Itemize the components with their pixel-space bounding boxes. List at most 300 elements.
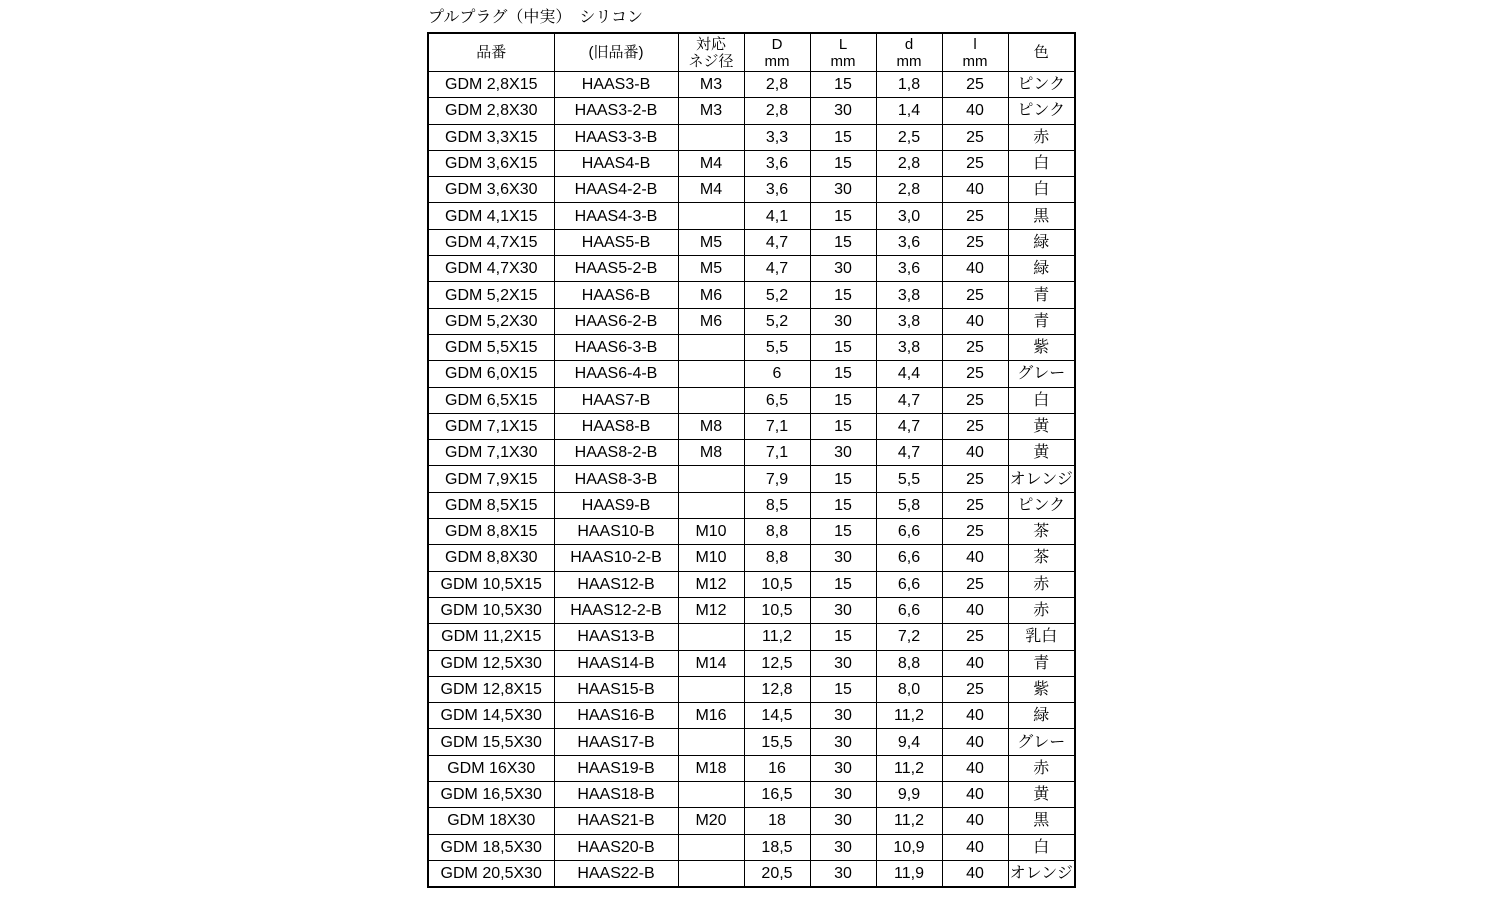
cell-l: 25	[942, 334, 1008, 360]
cell-l: 40	[942, 729, 1008, 755]
cell-l: 40	[942, 650, 1008, 676]
table-body	[428, 72, 1075, 888]
table-row	[428, 808, 1075, 834]
cell-old-part-no: HAAS8-3-B	[554, 466, 678, 492]
cell-l: 40	[942, 703, 1008, 729]
cell-old-part-no: HAAS6-3-B	[554, 334, 678, 360]
cell-color: 紫	[1008, 334, 1075, 360]
cell-part-no: GDM 12,8X15	[428, 676, 554, 702]
cell-D: 5,2	[744, 308, 810, 334]
cell-screw-size: M20	[678, 808, 744, 834]
cell-screw-size	[678, 492, 744, 518]
cell-L: 15	[810, 571, 876, 597]
cell-old-part-no: HAAS7-B	[554, 387, 678, 413]
cell-L: 30	[810, 98, 876, 124]
cell-d: 5,5	[876, 466, 942, 492]
cell-L: 15	[810, 72, 876, 98]
cell-l: 25	[942, 203, 1008, 229]
cell-screw-size: M8	[678, 413, 744, 439]
cell-L: 30	[810, 650, 876, 676]
cell-d: 11,2	[876, 703, 942, 729]
cell-D: 16,5	[744, 782, 810, 808]
cell-l: 25	[942, 361, 1008, 387]
cell-l: 40	[942, 545, 1008, 571]
cell-part-no: GDM 3,6X30	[428, 177, 554, 203]
cell-D: 16	[744, 755, 810, 781]
table-row	[428, 729, 1075, 755]
cell-D: 7,1	[744, 440, 810, 466]
cell-D: 6	[744, 361, 810, 387]
cell-d: 3,8	[876, 282, 942, 308]
cell-color: 黒	[1008, 808, 1075, 834]
cell-color: オレンジ	[1008, 466, 1075, 492]
cell-color: 茶	[1008, 519, 1075, 545]
cell-D: 5,5	[744, 334, 810, 360]
cell-D: 6,5	[744, 387, 810, 413]
cell-old-part-no: HAAS15-B	[554, 676, 678, 702]
cell-d: 4,7	[876, 413, 942, 439]
table-row	[428, 361, 1075, 387]
cell-D: 7,9	[744, 466, 810, 492]
cell-L: 30	[810, 256, 876, 282]
cell-d: 3,8	[876, 334, 942, 360]
cell-color: 緑	[1008, 703, 1075, 729]
cell-old-part-no: HAAS8-2-B	[554, 440, 678, 466]
cell-color: ピンク	[1008, 98, 1075, 124]
cell-old-part-no: HAAS10-2-B	[554, 545, 678, 571]
cell-D: 11,2	[744, 624, 810, 650]
cell-D: 2,8	[744, 72, 810, 98]
cell-l: 25	[942, 492, 1008, 518]
cell-old-part-no: HAAS3-B	[554, 72, 678, 98]
table-row	[428, 282, 1075, 308]
cell-D: 8,8	[744, 545, 810, 571]
cell-old-part-no: HAAS21-B	[554, 808, 678, 834]
table-row	[428, 624, 1075, 650]
cell-L: 30	[810, 782, 876, 808]
cell-l: 25	[942, 229, 1008, 255]
table-caption: プルプラグ（中実） シリコン	[428, 9, 644, 26]
cell-part-no: GDM 5,2X15	[428, 282, 554, 308]
cell-l: 25	[942, 282, 1008, 308]
cell-d: 11,2	[876, 808, 942, 834]
cell-l: 40	[942, 98, 1008, 124]
header-color: 色	[1008, 33, 1075, 72]
cell-d: 2,5	[876, 124, 942, 150]
cell-part-no: GDM 18X30	[428, 808, 554, 834]
cell-color: 赤	[1008, 124, 1075, 150]
cell-l: 40	[942, 860, 1008, 887]
cell-part-no: GDM 18,5X30	[428, 834, 554, 860]
cell-screw-size	[678, 361, 744, 387]
header-old-part-no: (旧品番)	[554, 33, 678, 72]
cell-old-part-no: HAAS6-B	[554, 282, 678, 308]
cell-D: 3,3	[744, 124, 810, 150]
cell-part-no: GDM 8,8X15	[428, 519, 554, 545]
cell-old-part-no: HAAS4-B	[554, 150, 678, 176]
cell-part-no: GDM 8,5X15	[428, 492, 554, 518]
cell-D: 12,5	[744, 650, 810, 676]
cell-screw-size: M10	[678, 519, 744, 545]
cell-screw-size	[678, 334, 744, 360]
cell-l: 25	[942, 519, 1008, 545]
table-row	[428, 676, 1075, 702]
header-d-label: d	[904, 35, 914, 53]
cell-D: 3,6	[744, 177, 810, 203]
table-row	[428, 545, 1075, 571]
cell-old-part-no: HAAS5-B	[554, 229, 678, 255]
cell-L: 15	[810, 334, 876, 360]
cell-d: 2,8	[876, 150, 942, 176]
cell-l: 25	[942, 466, 1008, 492]
cell-part-no: GDM 6,5X15	[428, 387, 554, 413]
cell-old-part-no: HAAS3-2-B	[554, 98, 678, 124]
cell-d: 1,8	[876, 72, 942, 98]
cell-color: 茶	[1008, 545, 1075, 571]
cell-part-no: GDM 7,1X15	[428, 413, 554, 439]
cell-old-part-no: HAAS5-2-B	[554, 256, 678, 282]
cell-color: 青	[1008, 650, 1075, 676]
cell-d: 6,6	[876, 571, 942, 597]
cell-color: 白	[1008, 387, 1075, 413]
cell-L: 30	[810, 808, 876, 834]
cell-D: 4,1	[744, 203, 810, 229]
cell-d: 4,4	[876, 361, 942, 387]
cell-D: 8,8	[744, 519, 810, 545]
cell-l: 25	[942, 72, 1008, 98]
cell-d: 6,6	[876, 597, 942, 623]
cell-L: 30	[810, 703, 876, 729]
cell-L: 15	[810, 150, 876, 176]
cell-l: 40	[942, 440, 1008, 466]
cell-screw-size	[678, 203, 744, 229]
cell-l: 25	[942, 676, 1008, 702]
cell-old-part-no: HAAS19-B	[554, 755, 678, 781]
cell-part-no: GDM 12,5X30	[428, 650, 554, 676]
table-row	[428, 203, 1075, 229]
cell-part-no: GDM 10,5X30	[428, 597, 554, 623]
cell-part-no: GDM 7,9X15	[428, 466, 554, 492]
cell-L: 30	[810, 729, 876, 755]
cell-color: ピンク	[1008, 492, 1075, 518]
table-row	[428, 440, 1075, 466]
cell-screw-size: M12	[678, 571, 744, 597]
cell-screw-size: M8	[678, 440, 744, 466]
header-row	[428, 33, 1075, 72]
cell-d: 5,8	[876, 492, 942, 518]
table-row	[428, 256, 1075, 282]
cell-d: 6,6	[876, 519, 942, 545]
cell-d: 9,9	[876, 782, 942, 808]
cell-screw-size: M5	[678, 229, 744, 255]
cell-old-part-no: HAAS14-B	[554, 650, 678, 676]
cell-screw-size: M16	[678, 703, 744, 729]
cell-l: 25	[942, 571, 1008, 597]
cell-part-no: GDM 3,3X15	[428, 124, 554, 150]
header-l	[942, 33, 1008, 72]
cell-L: 15	[810, 229, 876, 255]
cell-color: 黄	[1008, 413, 1075, 439]
cell-screw-size	[678, 782, 744, 808]
cell-part-no: GDM 15,5X30	[428, 729, 554, 755]
cell-color: 乳白	[1008, 624, 1075, 650]
cell-color: ピンク	[1008, 72, 1075, 98]
cell-l: 40	[942, 834, 1008, 860]
table-row	[428, 334, 1075, 360]
table-row	[428, 571, 1075, 597]
header-l-unit: mm	[962, 52, 988, 70]
cell-d: 6,6	[876, 545, 942, 571]
cell-screw-size: M4	[678, 150, 744, 176]
cell-D: 18	[744, 808, 810, 834]
cell-L: 15	[810, 624, 876, 650]
cell-d: 4,7	[876, 440, 942, 466]
cell-old-part-no: HAAS8-B	[554, 413, 678, 439]
cell-color: 白	[1008, 834, 1075, 860]
cell-l: 25	[942, 413, 1008, 439]
cell-L: 15	[810, 519, 876, 545]
cell-screw-size	[678, 624, 744, 650]
cell-L: 30	[810, 440, 876, 466]
cell-L: 30	[810, 860, 876, 887]
table-row	[428, 177, 1075, 203]
cell-screw-size: M6	[678, 308, 744, 334]
cell-old-part-no: HAAS6-4-B	[554, 361, 678, 387]
table-row	[428, 308, 1075, 334]
table-row	[428, 466, 1075, 492]
header-part-no: 品番	[428, 33, 554, 72]
cell-screw-size	[678, 860, 744, 887]
table-row	[428, 229, 1075, 255]
cell-D: 15,5	[744, 729, 810, 755]
table-row	[428, 150, 1075, 176]
cell-D: 7,1	[744, 413, 810, 439]
cell-l: 40	[942, 308, 1008, 334]
cell-part-no: GDM 3,6X15	[428, 150, 554, 176]
cell-D: 20,5	[744, 860, 810, 887]
cell-L: 30	[810, 755, 876, 781]
cell-part-no: GDM 4,7X30	[428, 256, 554, 282]
table-row	[428, 413, 1075, 439]
cell-L: 15	[810, 492, 876, 518]
cell-part-no: GDM 16X30	[428, 755, 554, 781]
header-L-label: L	[838, 35, 848, 53]
cell-L: 15	[810, 466, 876, 492]
header-L	[810, 33, 876, 72]
cell-screw-size: M12	[678, 597, 744, 623]
cell-d: 2,8	[876, 177, 942, 203]
header-screw-line1: 対応	[695, 35, 726, 53]
header-d-unit: mm	[896, 52, 922, 70]
cell-color: 赤	[1008, 597, 1075, 623]
cell-old-part-no: HAAS12-B	[554, 571, 678, 597]
cell-old-part-no: HAAS4-3-B	[554, 203, 678, 229]
cell-d: 3,0	[876, 203, 942, 229]
cell-part-no: GDM 2,8X30	[428, 98, 554, 124]
spec-table	[427, 32, 1076, 888]
cell-D: 12,8	[744, 676, 810, 702]
cell-screw-size: M6	[678, 282, 744, 308]
cell-old-part-no: HAAS4-2-B	[554, 177, 678, 203]
cell-l: 40	[942, 177, 1008, 203]
cell-part-no: GDM 16,5X30	[428, 782, 554, 808]
cell-part-no: GDM 20,5X30	[428, 860, 554, 887]
cell-old-part-no: HAAS3-3-B	[554, 124, 678, 150]
cell-D: 14,5	[744, 703, 810, 729]
cell-D: 3,6	[744, 150, 810, 176]
cell-l: 25	[942, 124, 1008, 150]
table-row	[428, 124, 1075, 150]
header-D-unit: mm	[764, 52, 790, 70]
cell-color: 赤	[1008, 755, 1075, 781]
cell-screw-size: M5	[678, 256, 744, 282]
cell-D: 4,7	[744, 256, 810, 282]
table-row	[428, 492, 1075, 518]
cell-part-no: GDM 5,5X15	[428, 334, 554, 360]
cell-d: 11,9	[876, 860, 942, 887]
cell-color: 白	[1008, 177, 1075, 203]
table-row	[428, 860, 1075, 887]
cell-part-no: GDM 5,2X30	[428, 308, 554, 334]
table-row	[428, 650, 1075, 676]
cell-l: 40	[942, 256, 1008, 282]
cell-screw-size	[678, 676, 744, 702]
cell-l: 25	[942, 150, 1008, 176]
cell-d: 3,6	[876, 229, 942, 255]
cell-screw-size: M3	[678, 72, 744, 98]
cell-color: 赤	[1008, 571, 1075, 597]
cell-color: 青	[1008, 282, 1075, 308]
cell-screw-size: M18	[678, 755, 744, 781]
cell-old-part-no: HAAS9-B	[554, 492, 678, 518]
cell-part-no: GDM 10,5X15	[428, 571, 554, 597]
table-row	[428, 834, 1075, 860]
header-D-label: D	[771, 35, 783, 53]
cell-color: 緑	[1008, 229, 1075, 255]
table-row	[428, 72, 1075, 98]
cell-color: 黒	[1008, 203, 1075, 229]
cell-color: グレー	[1008, 729, 1075, 755]
cell-d: 7,2	[876, 624, 942, 650]
cell-l: 25	[942, 624, 1008, 650]
cell-D: 5,2	[744, 282, 810, 308]
cell-d: 11,2	[876, 755, 942, 781]
cell-color: 緑	[1008, 256, 1075, 282]
cell-old-part-no: HAAS13-B	[554, 624, 678, 650]
cell-old-part-no: HAAS18-B	[554, 782, 678, 808]
cell-old-part-no: HAAS10-B	[554, 519, 678, 545]
cell-part-no: GDM 2,8X15	[428, 72, 554, 98]
header-l-label: l	[973, 35, 977, 53]
cell-L: 30	[810, 834, 876, 860]
table-row	[428, 387, 1075, 413]
cell-D: 10,5	[744, 571, 810, 597]
cell-old-part-no: HAAS20-B	[554, 834, 678, 860]
cell-d: 8,0	[876, 676, 942, 702]
cell-screw-size: M4	[678, 177, 744, 203]
cell-D: 18,5	[744, 834, 810, 860]
cell-L: 15	[810, 361, 876, 387]
table-row	[428, 703, 1075, 729]
cell-L: 15	[810, 676, 876, 702]
cell-d: 4,7	[876, 387, 942, 413]
header-screw-size	[678, 33, 744, 72]
cell-color: グレー	[1008, 361, 1075, 387]
cell-l: 40	[942, 597, 1008, 623]
cell-L: 15	[810, 282, 876, 308]
cell-L: 15	[810, 124, 876, 150]
header-L-unit: mm	[830, 52, 856, 70]
cell-L: 15	[810, 387, 876, 413]
cell-d: 9,4	[876, 729, 942, 755]
cell-D: 4,7	[744, 229, 810, 255]
cell-color: 黄	[1008, 782, 1075, 808]
table-row	[428, 782, 1075, 808]
cell-color: オレンジ	[1008, 860, 1075, 887]
cell-part-no: GDM 8,8X30	[428, 545, 554, 571]
cell-old-part-no: HAAS22-B	[554, 860, 678, 887]
cell-l: 25	[942, 387, 1008, 413]
cell-screw-size	[678, 834, 744, 860]
cell-part-no: GDM 11,2X15	[428, 624, 554, 650]
cell-part-no: GDM 4,1X15	[428, 203, 554, 229]
cell-L: 30	[810, 545, 876, 571]
table-row	[428, 597, 1075, 623]
cell-L: 30	[810, 597, 876, 623]
cell-screw-size	[678, 387, 744, 413]
cell-part-no: GDM 6,0X15	[428, 361, 554, 387]
cell-D: 10,5	[744, 597, 810, 623]
cell-L: 15	[810, 413, 876, 439]
cell-color: 青	[1008, 308, 1075, 334]
header-screw-line2: ネジ径	[688, 52, 734, 70]
cell-screw-size: M14	[678, 650, 744, 676]
table-row	[428, 98, 1075, 124]
cell-old-part-no: HAAS12-2-B	[554, 597, 678, 623]
cell-l: 40	[942, 782, 1008, 808]
cell-color: 白	[1008, 150, 1075, 176]
cell-screw-size	[678, 466, 744, 492]
cell-part-no: GDM 4,7X15	[428, 229, 554, 255]
cell-d: 1,4	[876, 98, 942, 124]
cell-d: 8,8	[876, 650, 942, 676]
cell-d: 3,8	[876, 308, 942, 334]
cell-L: 15	[810, 203, 876, 229]
cell-old-part-no: HAAS6-2-B	[554, 308, 678, 334]
cell-L: 30	[810, 308, 876, 334]
cell-screw-size	[678, 124, 744, 150]
header-D	[744, 33, 810, 72]
cell-screw-size	[678, 729, 744, 755]
cell-l: 40	[942, 808, 1008, 834]
cell-screw-size: M3	[678, 98, 744, 124]
cell-color: 紫	[1008, 676, 1075, 702]
cell-part-no: GDM 7,1X30	[428, 440, 554, 466]
cell-L: 30	[810, 177, 876, 203]
table-row	[428, 755, 1075, 781]
cell-old-part-no: HAAS16-B	[554, 703, 678, 729]
table-header	[428, 33, 1075, 72]
cell-part-no: GDM 14,5X30	[428, 703, 554, 729]
cell-D: 2,8	[744, 98, 810, 124]
cell-l: 40	[942, 755, 1008, 781]
table-row	[428, 519, 1075, 545]
cell-d: 3,6	[876, 256, 942, 282]
cell-d: 10,9	[876, 834, 942, 860]
cell-color: 黄	[1008, 440, 1075, 466]
cell-D: 8,5	[744, 492, 810, 518]
header-d	[876, 33, 942, 72]
